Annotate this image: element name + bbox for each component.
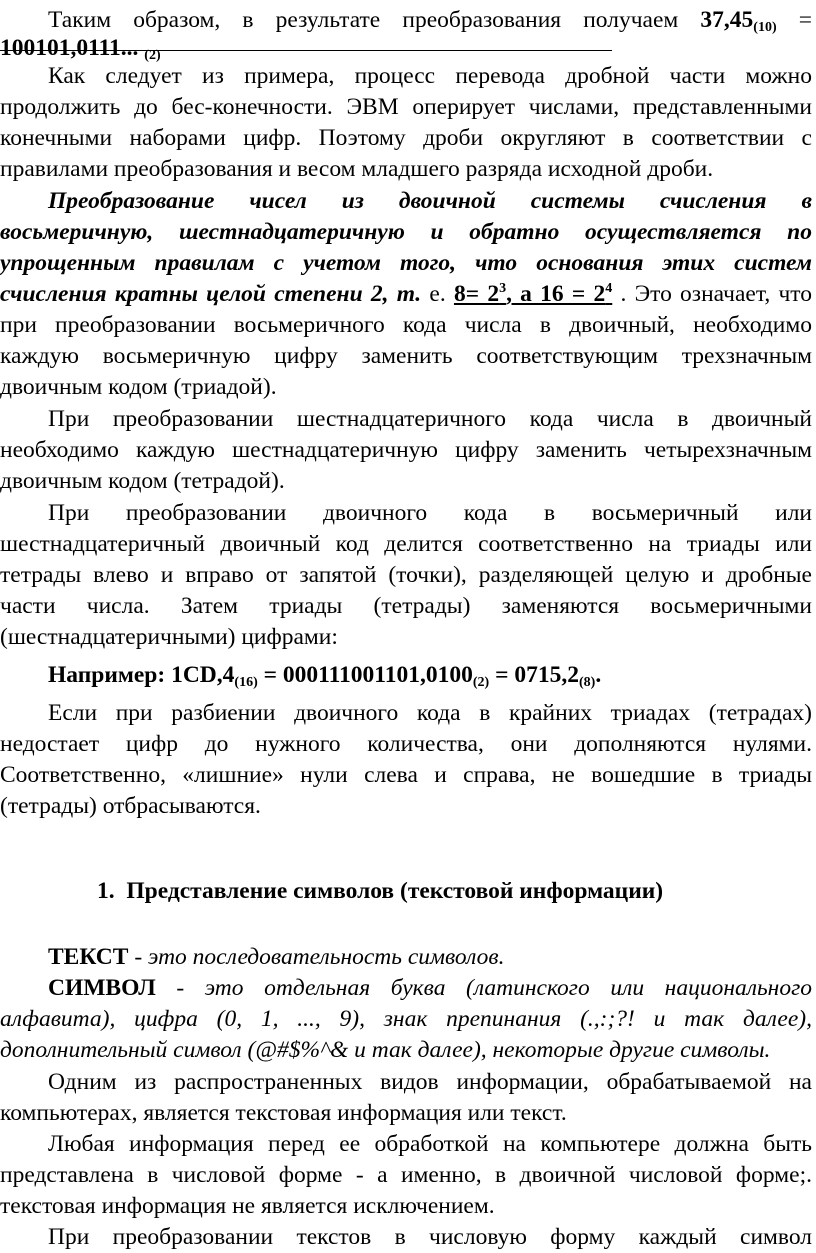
paragraph-line: Если при разбиении двоичного кода в крайних триадах (тетрадах) [48,700,812,726]
paragraph-line: представлена в числовой форме - а именно, в двоичной числовой форме;. [0,1162,812,1188]
conversion-example: Например: $1CD,4_{(16)} = 000111001101,0100_{(2)} = 0715,2_{(8)}$. [48,662,602,690]
paragraph-line: двоичным кодом (тетрадой). [0,468,285,494]
paragraph-line: Одним из распространенных видов информации, обрабатываемой на [48,1069,812,1095]
paragraph-line: каждую восьмеричную цифру заменить соответствующим трехзначным [0,343,812,369]
result-binary-value: 100101,0111... $_{(2)}$ [0,35,161,63]
section-title: Представление символов (текстовой информации) [126,878,664,904]
paragraph-line: конечными наборами цифр. Поэтому дроби округляют в соответствии с [0,125,812,151]
paragraph-line: недостает цифр до нужного количества, они дополняются нулями. [0,731,812,757]
paragraph-line: текстовая информация не является исключением. [0,1193,495,1219]
paragraph-line: шестнадцатеричный двоичный код делится соответственно на триады или [0,531,812,557]
paragraph-line: При преобразовании текстов в числовую форму каждый символ [48,1224,812,1250]
symbol-definition-line: алфавита), цифра (0, 1, ..., 9), знак препинания (.,:;?! и так далее), [0,1006,812,1032]
paragraph-line: Любая информация перед ее обработкой на компьютере должна быть [48,1131,812,1157]
paragraph-line: продолжить до бес-конечности. ЭВМ оперирует числами, представленными [0,94,812,120]
paragraph-line: (шестнадцатеричными) цифрами: [0,624,338,650]
paragraph-line: компьютерах, является текстовая информация или текст. [0,1100,567,1126]
paragraph-line: Как следует из примера, процесс перевода дробной части можно [48,63,812,89]
underline-rule [0,50,612,51]
result-text: Таким образом, в результате преобразования получаем [48,7,679,33]
conversion-rule-line: Преобразование чисел из двоичной системы счисления в [48,188,812,214]
result-decimal-value: $37,45_{(10)}$ [700,7,777,35]
paragraph-line: необходимо каждую шестнадцатеричную цифру заменить четырехзначным [0,437,812,463]
section-number: 1. [97,878,115,904]
conversion-rule-line: упрощенным правилам с учетом того, что основания этих систем [0,250,812,276]
conversion-rule-line-formula: счисления кратны целой степени 2, т. е. $8= 2^3$, а $16 = 2^4$ . Это означает, что [0,281,812,307]
paragraph-line: при преобразовании восьмеричного кода числа в двоичный, необходимо [0,312,812,338]
base-formula: $8= 2^3$, а $16 = 2^4$ [453,281,613,307]
text-definition: ТЕКСТ - это последовательность символов. [48,944,505,970]
symbol-definition-line: дополнительный символ (@#$%^& и так далее), некоторые другие символы. [0,1037,771,1063]
symbol-definition-line-1: СИМВОЛ - это отдельная буква (латинского или национального [48,975,812,1001]
equals-sign: = [798,7,813,33]
conversion-rule-line: восьмеричную, шестнадцатеричную и обратно осуществляется по [0,219,812,245]
paragraph-line: правилами преобразования и весом младшего разряда исходной дроби. [0,156,714,182]
section-heading [97,876,816,906]
paragraph-line: Соответственно, «лишние» нули слева и справа, не вошедшие в триады [0,762,812,788]
paragraph-result-line-1 [48,5,812,35]
paragraph-line: двоичным кодом (триадой). [0,374,277,400]
paragraph-line: При преобразовании шестнадцатеричного кода числа в двоичный [48,406,812,432]
paragraph-line: При преобразовании двоичного кода в восьмеричный или [48,500,812,526]
paragraph-line: тетрады влево и вправо от запятой (точки), разделяющей целую и дробные [0,562,812,588]
paragraph-line: (тетрады) отбрасываются. [0,793,261,819]
paragraph-line: части числа. Затем триады (тетрады) заменяются восьмеричными [0,593,812,619]
